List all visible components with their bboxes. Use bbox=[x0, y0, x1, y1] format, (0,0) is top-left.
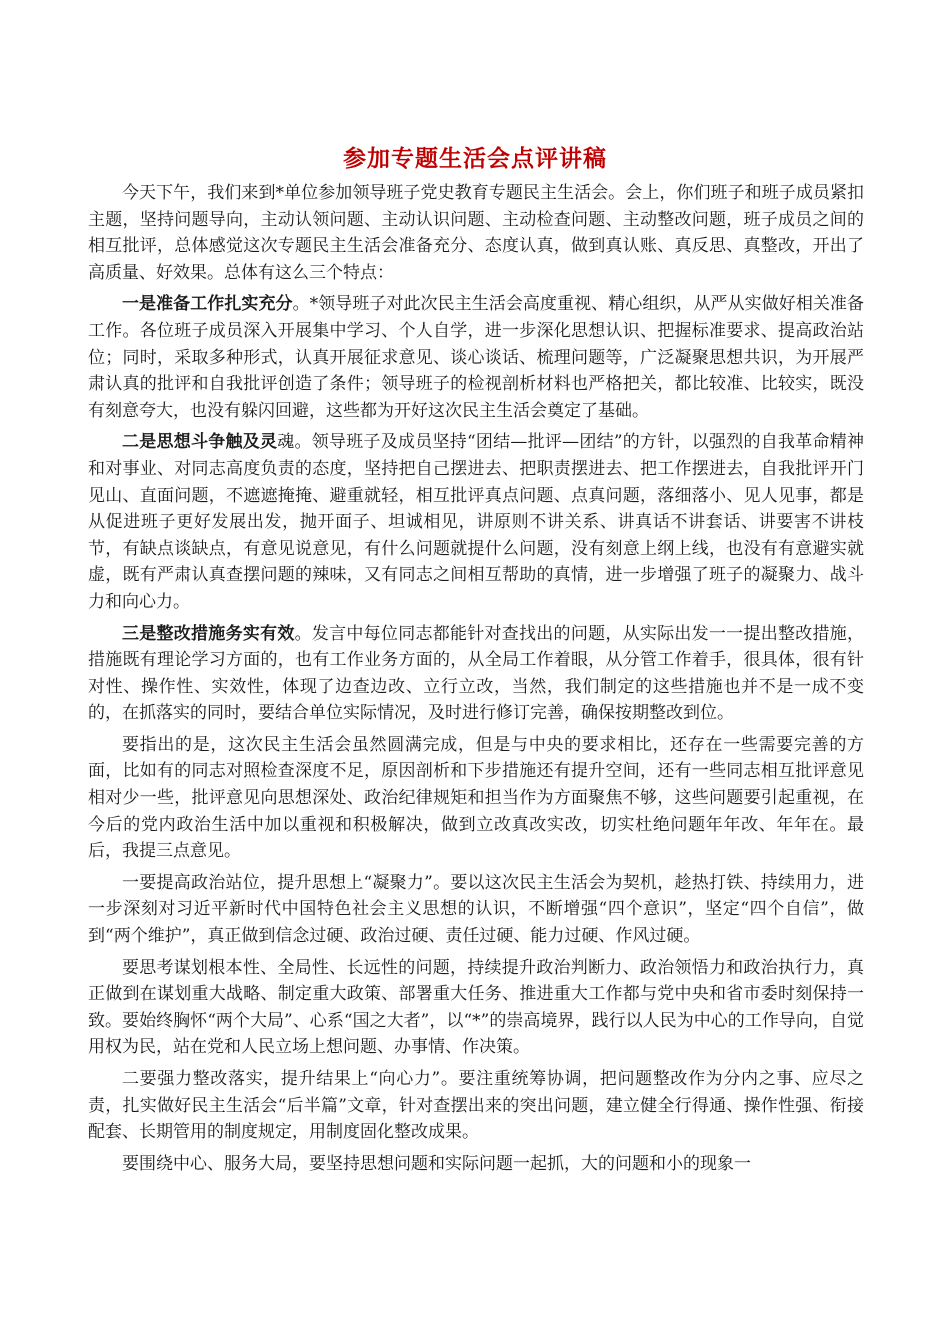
paragraph-lead: 三是整改措施务实有效 bbox=[122, 623, 295, 644]
paragraph-text: 一要提高政治站位，提升思想上“凝聚力”。要以这次民主生活会为契机，趁热打铁、持续用力，进一步深刻对习近平新时代中国特色社会主义思想的认识，不断增强“四个意识”，坚定“四个自信”，做到“两个维护”，真正做到信念过硬、政治过硬、责任过硬、能力过硬、作风过硬。 bbox=[88, 872, 864, 947]
document-title: 参加专题生活会点评讲稿 bbox=[343, 146, 607, 172]
paragraph-7 bbox=[88, 955, 864, 1061]
paragraph-text: 要围绕中心、服务大局，要坚持思想问题和实际问题一起抓，大的问题和小的现象一 bbox=[122, 1153, 751, 1174]
paragraph-text: 二要强力整改落实，提升结果上“向心力”。要注重统筹协调，把问题整改作为分内之事、应尽之责，扎实做好民主生活会“后半篇”文章，针对查摆出来的突出问题，建立健全行得通、操作性强、衔接配套、长期管用的制度规定，用制度固化整改成果。 bbox=[88, 1069, 864, 1143]
paragraph-8 bbox=[88, 1066, 864, 1146]
paragraph-text: 要思考谋划根本性、全局性、长远性的问题，持续提升政治判断力、政治领悟力和政治执行力，真正做到在谋划重大战略、制定重大政策、部署重大任务、推进重大工作都与党中央和省市委时刻保持一致。要始终胸怀“两个大局”、心系“国之大者”，以“*”的崇高境界，践行以人民为中心的工作导向，自觉用权为民，站在党和人民立场上想问题、办事情、作决策。 bbox=[88, 957, 864, 1058]
paragraph-6 bbox=[88, 870, 864, 950]
paragraph-text: 今天下午，我们来到*单位参加领导班子党史教育专题民主生活会。会上，你们班子和班子成员紧扣主题，坚持问题导向，主动认领问题、主动认识问题、主动检查问题、主动整改问题，班子成员之间的相互批评，总体感觉这次专题民主生活会准备充分、态度认真，做到真认账、真反思、真整改，开出了高质量、好效果。总体有这么三个特点： bbox=[88, 183, 864, 283]
paragraph-lead: 一是准备工作扎实充分 bbox=[122, 294, 293, 315]
paragraph-1 bbox=[88, 180, 864, 286]
paragraph-text: 。发言中每位同志都能针对查找出的问题，从实际出发一一提出整改措施，措施既有理论学习方面的，也有工作业务方面的，从全局工作着眼，从分管工作着手，很具体，很有针对性、操作性、实效性，体现了边查边改、立行立改，当然，我们制定的这些措施也并不是一成不变的，在抓落实的同时，要结合单位实际情况，及时进行修订完善，确保按期整改到位。 bbox=[88, 623, 865, 724]
paragraph-3 bbox=[88, 429, 864, 615]
paragraph-text: 要指出的是，这次民主生活会虽然圆满完成，但是与中央的要求相比，还存在一些需要完善的方面，比如有的同志对照检查深度不足，原因剖析和下步措施还有提升空间，还有一些同志相互批评意见相对少一些，批评意见向思想深处、政治纪律规矩和担当作为方面聚焦不够，这些问题要引起重视，在今后的党内政治生活中加以重视和积极解决，做到立改真改实改，切实杜绝问题年年改、年年在。最后，我提三点意见。 bbox=[88, 734, 864, 862]
paragraph-text: 魂。领导班子及成员坚持“团结—批评—团结”的方针，以强烈的自我革命精神和对事业、对同志高度负责的态度，坚持把自己摆进去、把职责摆进去、把工作摆进去，自我批评开门见山、直面问题，不遮遮掩掩、避重就轻，相互批评真点问题、点真问题，落细落小、见人见事，都是从促进班子更好发展出发，抛开面子、坦诚相见，讲原则不讲关系、讲真话不讲套话、讲要害不讲枝节，有缺点谈缺点，有意见说意见，有什么问题就提什么问题，没有刻意上纲上线，也没有有意避实就虚，既有严肃认真查摆问题的辣味，又有同志之间相互帮助的真情，进一步增强了班子的凝聚力、战斗力和向心力。 bbox=[88, 432, 865, 612]
paragraph-9 bbox=[88, 1151, 864, 1178]
paragraph-lead: 二是思想斗争触及灵 bbox=[122, 432, 278, 453]
paragraph-2 bbox=[88, 291, 864, 424]
paragraph-4 bbox=[88, 621, 864, 727]
paragraph-text: 。*领导班子对此次民主生活会高度重视、精心组织，从严从实做好相关准备工作。各位班子成员深入开展集中学习、个人自学，进一步深化思想认识、把握标准要求、提高政治站位；同时，采取多种形式，认真开展征求意见、谈心谈话、梳理问题等，广泛凝聚思想共识，为开展严肃认真的批评和自我批评创造了条件；领导班子的检视剖析材料也严格把关，都比较准、比较实，既没有刻意夸大，也没有躲闪回避，这些都为开好这次民主生活会奠定了基础。 bbox=[88, 294, 865, 421]
document-body bbox=[88, 180, 864, 1182]
paragraph-5 bbox=[88, 732, 864, 865]
